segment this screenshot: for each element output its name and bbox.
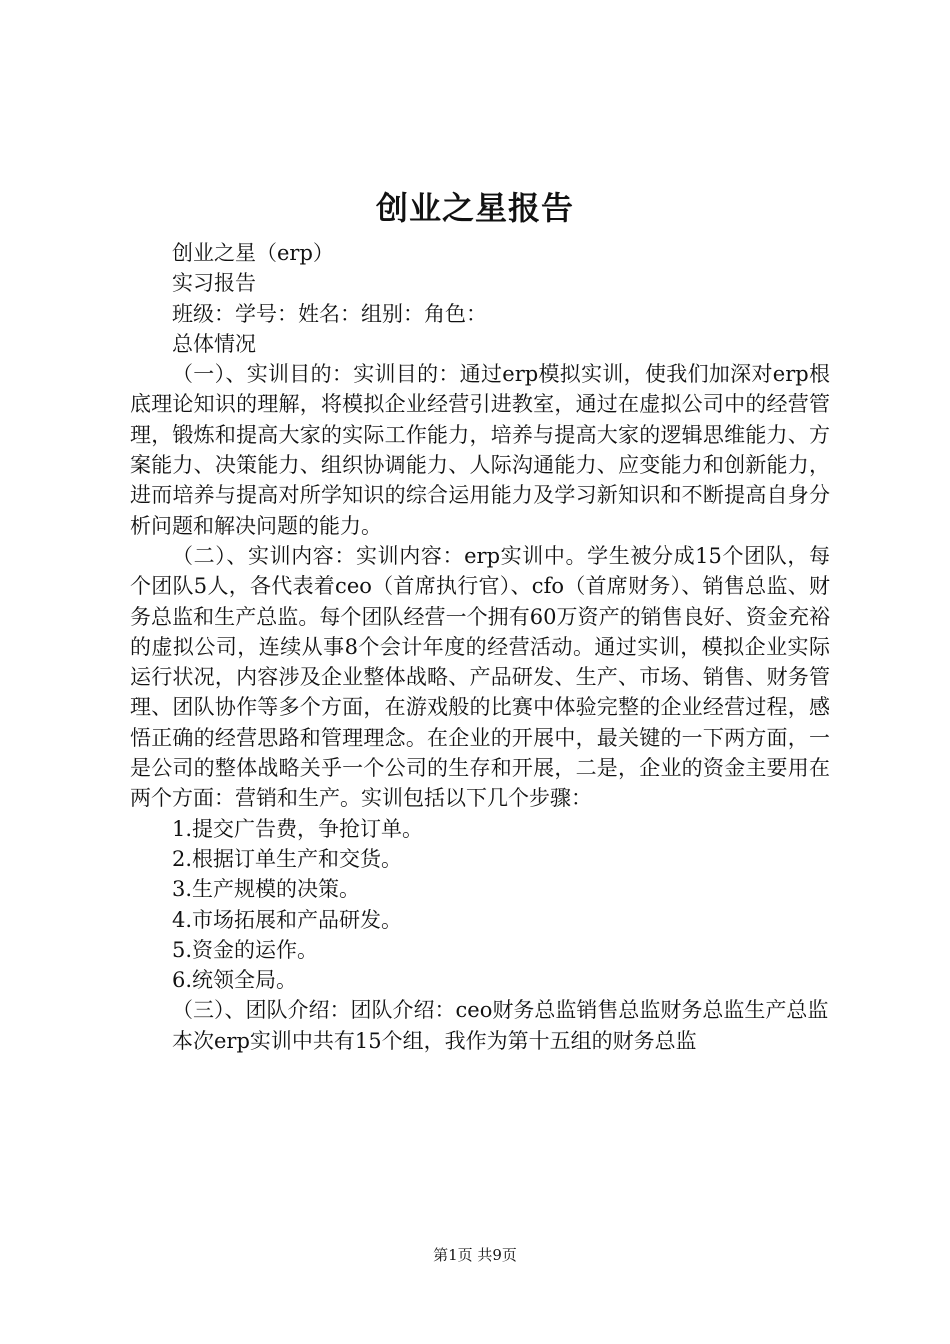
list-item-step-1: 1.提交广告费，争抢订单。 <box>172 816 424 841</box>
paragraph-team-intro: （三）、团队介绍：团队介绍：ceo财务总监销售总监财务总监生产总监 <box>172 998 829 1023</box>
paragraph-report-label: 实习报告 <box>172 271 256 296</box>
page-footer: 第1页 共9页 <box>433 1246 517 1264</box>
paragraph-overview-heading: 总体情况 <box>172 331 256 356</box>
document-body <box>130 238 830 1056</box>
list-item-step-6: 6.统领全局。 <box>172 968 298 993</box>
list-item-step-3: 3.生产规模的决策。 <box>172 877 361 902</box>
list-item-step-2: 2.根据订单生产和交货。 <box>172 846 403 871</box>
paragraph-training-purpose: （一）、实训目的：实训目的：通过erp模拟实训，使我们加深对erp根底理论知识的理解，将模拟企业经营引进教室，通过在虚拟公司中的经营管理，锻炼和提高大家的实际工作能力，培养与提高大家的逻辑思维能力、方案能力、决策能力、组织协调能力、人际沟通能力、应变能力和创新能力，进而培养与提高对所学知识的综合运用能力及学习新知识和不断提高自身分析问题和解决问题的能力。 <box>130 362 830 538</box>
document-title: 创业之星报告 <box>375 189 574 227</box>
paragraph-subtitle: 创业之星（erp） <box>172 241 334 265</box>
paragraph-training-content: （二）、实训内容：实训内容：erp实训中。学生被分成15个团队，每个团队5人，各代表着ceo（首席执行官）、cfo（首席财务）、销售总监、财务总监和生产总监。每个团队经营一个拥有60万资产的销售良好、资金充裕的虚拟公司，连续从事8个会计年度的经营活动。通过实训，模拟企业实际运行状况，内容涉及企业整体战略、产品研发、生产、市场、销售、财务管理、团队协作等多个方面，在游戏般的比赛中体验完整的企业经营过程，感悟正确的经营思路和管理理念。在企业的开展中，最关键的一下两方面，一是公司的整体战略关乎一个公司的生存和开展，二是，企业的资金主要用在两个方面：营销和生产。实训包括以下几个步骤： <box>130 543 830 811</box>
paragraph-team-role: 本次erp实训中共有15个组，我作为第十五组的财务总监 <box>172 1028 697 1053</box>
paragraph-student-info: 班级：学号：姓名：组别：角色： <box>172 301 487 326</box>
list-item-step-4: 4.市场拓展和产品研发。 <box>172 907 403 932</box>
list-item-step-5: 5.资金的运作。 <box>172 937 319 962</box>
